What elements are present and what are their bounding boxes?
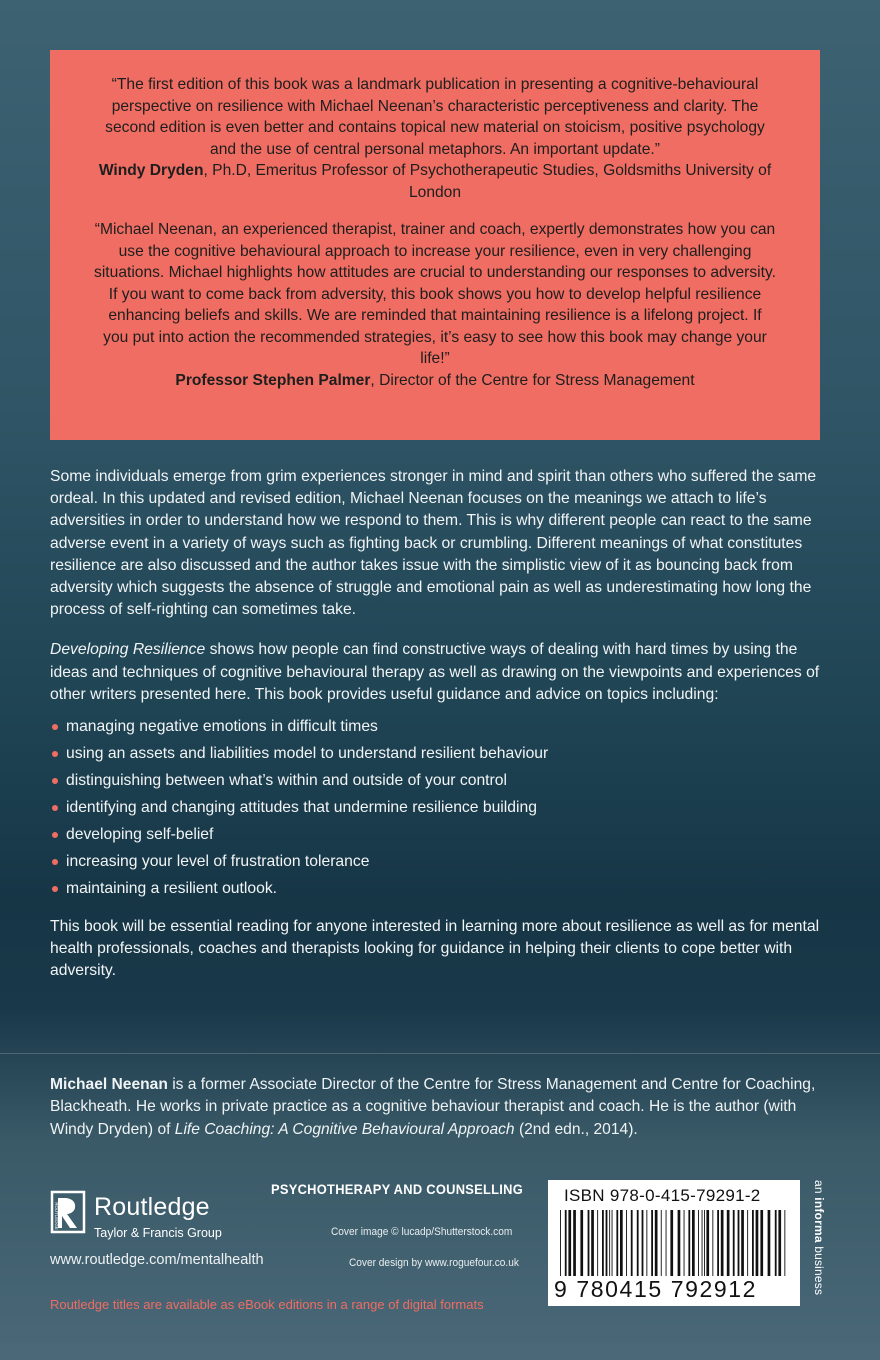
topic-text: increasing your level of frustration tolerance: [66, 853, 370, 871]
author-bio: [50, 1074, 840, 1141]
description-paragraph: Some individuals emerge from grim experiences stronger in mind and spirit than others who suffered the same ordeal. In this updated and revised edition, Michael Neenan focuses on the meanings we attach to life’s adversities in order to understand how we respond to them. This is why different people can react to the same adverse event in a variety of ways such as fighting back or crumbling. Different meanings of what constitutes resilience are also discussed and the author takes issue with the simplistic view of it as bouncing back from adversity which suggests the absence of struggle and emotional pain as well as underestimating how long the process of self-righting can sometimes take.: [50, 468, 817, 619]
barcode-bar: [670, 1210, 673, 1276]
barcode-bar: [678, 1210, 681, 1276]
barcode-bar: [727, 1210, 730, 1276]
list-item: [50, 767, 830, 794]
barcode-bar: [684, 1210, 685, 1276]
list-item: [50, 740, 830, 767]
barcode-bar: [637, 1210, 639, 1276]
publisher-block: [50, 1188, 270, 1274]
barcode-bar: [666, 1210, 667, 1276]
barcode-bar: [580, 1210, 583, 1276]
barcode-bar: [602, 1210, 604, 1276]
barcode-bar: [712, 1210, 713, 1276]
informa-prefix: an: [812, 1180, 826, 1198]
informa-suffix: business: [812, 1242, 826, 1296]
barcode-bar: [706, 1210, 709, 1276]
barcode-bar: [756, 1210, 759, 1276]
bullet-icon: [52, 805, 58, 811]
topic-text: identifying and changing attitudes that undermine resilience building: [66, 799, 537, 817]
bullet-icon: [52, 778, 58, 784]
description-paragraph: [50, 639, 830, 706]
barcode-bar: [733, 1210, 735, 1276]
barcode-bar: [646, 1210, 647, 1276]
cover-design-credit: Cover design by www.roguefour.co.uk: [349, 1257, 519, 1269]
barcode-bar: [692, 1210, 695, 1276]
barcode-bar: [626, 1210, 627, 1276]
barcode-bar: [573, 1210, 576, 1276]
endorser-credentials: , Ph.D, Emeritus Professor of Psychotherapeutic Studies, Goldsmiths University of London: [203, 162, 772, 201]
barcode-bar: [565, 1210, 567, 1276]
endorser-name: Professor Stephen Palmer: [175, 371, 371, 389]
barcode-digits: 9 780415 792912: [554, 1276, 758, 1302]
informa-mark: [812, 1180, 826, 1295]
author-book-title: Life Coaching: A Cognitive Behavioural Approach: [174, 1120, 515, 1138]
bullet-icon: [52, 751, 58, 757]
barcode-bar: [702, 1210, 703, 1276]
endorsement-quote: “Michael Neenan, an experienced therapist, trainer and coach, expertly demonstrates how you can use the cognitive behavioural approach to increase your resilience, even in very challenging situations. Michael highlights how attitudes are crucial to understanding our responses to adversity. If you want to come back from adversity, this book shows you how to develop helpful resilience enhancing beliefs and skills. We are reminded that maintaining resilience is a lifelong project. If you put into action the recommended strategies, it’s easy to see how this book may change your life!”: [94, 221, 776, 367]
bullet-icon: [52, 859, 58, 865]
barcode-bar: [651, 1210, 653, 1276]
bullet-icon: [52, 724, 58, 730]
list-item: [50, 821, 830, 848]
endorsement-quote: “The first edition of this book was a landmark publication in presenting a cognitive-behavioural perspective on resilience with Michael Neenan’s characteristic perceptiveness and clarity. The second edition is even better and contains topical new material on stoicism, positive psychology and the use of central personal metaphors. An important update.”: [105, 76, 765, 158]
topic-text: using an assets and liabilities model to understand resilient behaviour: [66, 745, 549, 763]
endorsement-attribution: [94, 160, 776, 203]
barcode-bar: [655, 1210, 658, 1276]
publisher-name: Routledge: [94, 1193, 210, 1221]
publisher-url[interactable]: www.routledge.com/mentalhealth: [50, 1252, 264, 1268]
barcode-bar: [591, 1210, 594, 1276]
barcode-bar: [661, 1210, 662, 1276]
book-title: Developing Resilience: [50, 641, 206, 659]
bullet-icon: [52, 832, 58, 838]
routledge-side-mark: ROUTLEDGE: [54, 1202, 59, 1230]
barcode-bar: [768, 1210, 771, 1276]
barcode-bar: [760, 1210, 763, 1276]
topic-list: [50, 713, 830, 902]
barcode-bar: [688, 1210, 690, 1276]
barcode-bar: [606, 1210, 608, 1276]
barcode-bar: [588, 1210, 590, 1276]
publisher-group: Taylor & Francis Group: [94, 1226, 222, 1240]
book-description: [50, 466, 830, 1001]
barcode-bar: [747, 1210, 748, 1276]
endorser-name: Windy Dryden: [98, 162, 204, 179]
barcode-bar: [612, 1210, 613, 1276]
barcode-bar: [778, 1210, 781, 1276]
barcode-bar: [560, 1210, 561, 1276]
subject-category: PSYCHOTHERAPY AND COUNSELLING: [271, 1181, 524, 1197]
barcode-bar: [721, 1210, 724, 1276]
section-divider: [0, 1053, 880, 1054]
routledge-logo-icon: [50, 1190, 86, 1234]
cover-image-credit: Cover image © lucadp/Shutterstock.com: [331, 1226, 513, 1238]
author-name: Michael Neenan: [50, 1076, 168, 1093]
endorser-credentials: , Director of the Centre for Stress Management: [370, 371, 695, 389]
topic-text: maintaining a resilient outlook.: [66, 880, 278, 898]
barcode-icon: [558, 1210, 790, 1276]
author-bio-text: is a former Associate Director of the Centre for Stress Management and Centre for Coaching, Blackheath. He works in private practice as a cognitive behaviour therapist and coach. He is the author (with Windy Dryden) of: [50, 1076, 816, 1138]
barcode-bar: [784, 1210, 785, 1276]
topic-text: managing negative emotions in difficult times: [66, 718, 378, 736]
barcode-bar: [741, 1210, 744, 1276]
barcode-bar: [568, 1210, 571, 1276]
barcode-bar: [609, 1210, 610, 1276]
topic-text: developing self-belief: [66, 826, 214, 844]
list-item: [50, 713, 830, 740]
author-book-edition: (2nd edn., 2014).: [514, 1120, 638, 1138]
barcode-bar: [620, 1210, 623, 1276]
barcode-bar: [752, 1210, 754, 1276]
barcode-bar: [642, 1210, 644, 1276]
barcode-bar: [717, 1210, 719, 1276]
ebook-note: Routledge titles are available as eBook editions in a range of digital formats: [50, 1297, 484, 1312]
description-paragraph: This book will be essential reading for anyone interested in learning more about resilience as well as for mental health professionals, coaches and therapists looking for guidance in helping their clients to cope better with adversity.: [50, 918, 820, 980]
isbn-label: ISBN 978-0-415-79291-2: [564, 1186, 761, 1205]
barcode-bar: [616, 1210, 618, 1276]
list-item: [50, 794, 830, 821]
informa-brand: informa: [812, 1197, 826, 1243]
endorsement-attribution: [94, 370, 776, 392]
description-text: shows how people can find constructive ways of dealing with hard times by using the ideas and techniques of cognitive behavioural therapy as well as drawing on the viewpoints and experiences of other writers presented here. This book provides useful guidance and advice on topics including:: [50, 641, 820, 703]
endorsements-box: [50, 50, 820, 440]
list-item: [50, 848, 830, 875]
barcode-bar: [631, 1210, 633, 1276]
isbn-barcode-box: [548, 1180, 800, 1306]
barcode-bar: [704, 1210, 705, 1276]
barcode-bar: [738, 1210, 740, 1276]
barcode-bar: [597, 1210, 598, 1276]
topic-text: distinguishing between what’s within and outside of your control: [66, 772, 507, 790]
list-item: [50, 875, 830, 902]
bullet-icon: [52, 886, 58, 892]
barcode-bar: [775, 1210, 777, 1276]
barcode-bar: [698, 1210, 699, 1276]
